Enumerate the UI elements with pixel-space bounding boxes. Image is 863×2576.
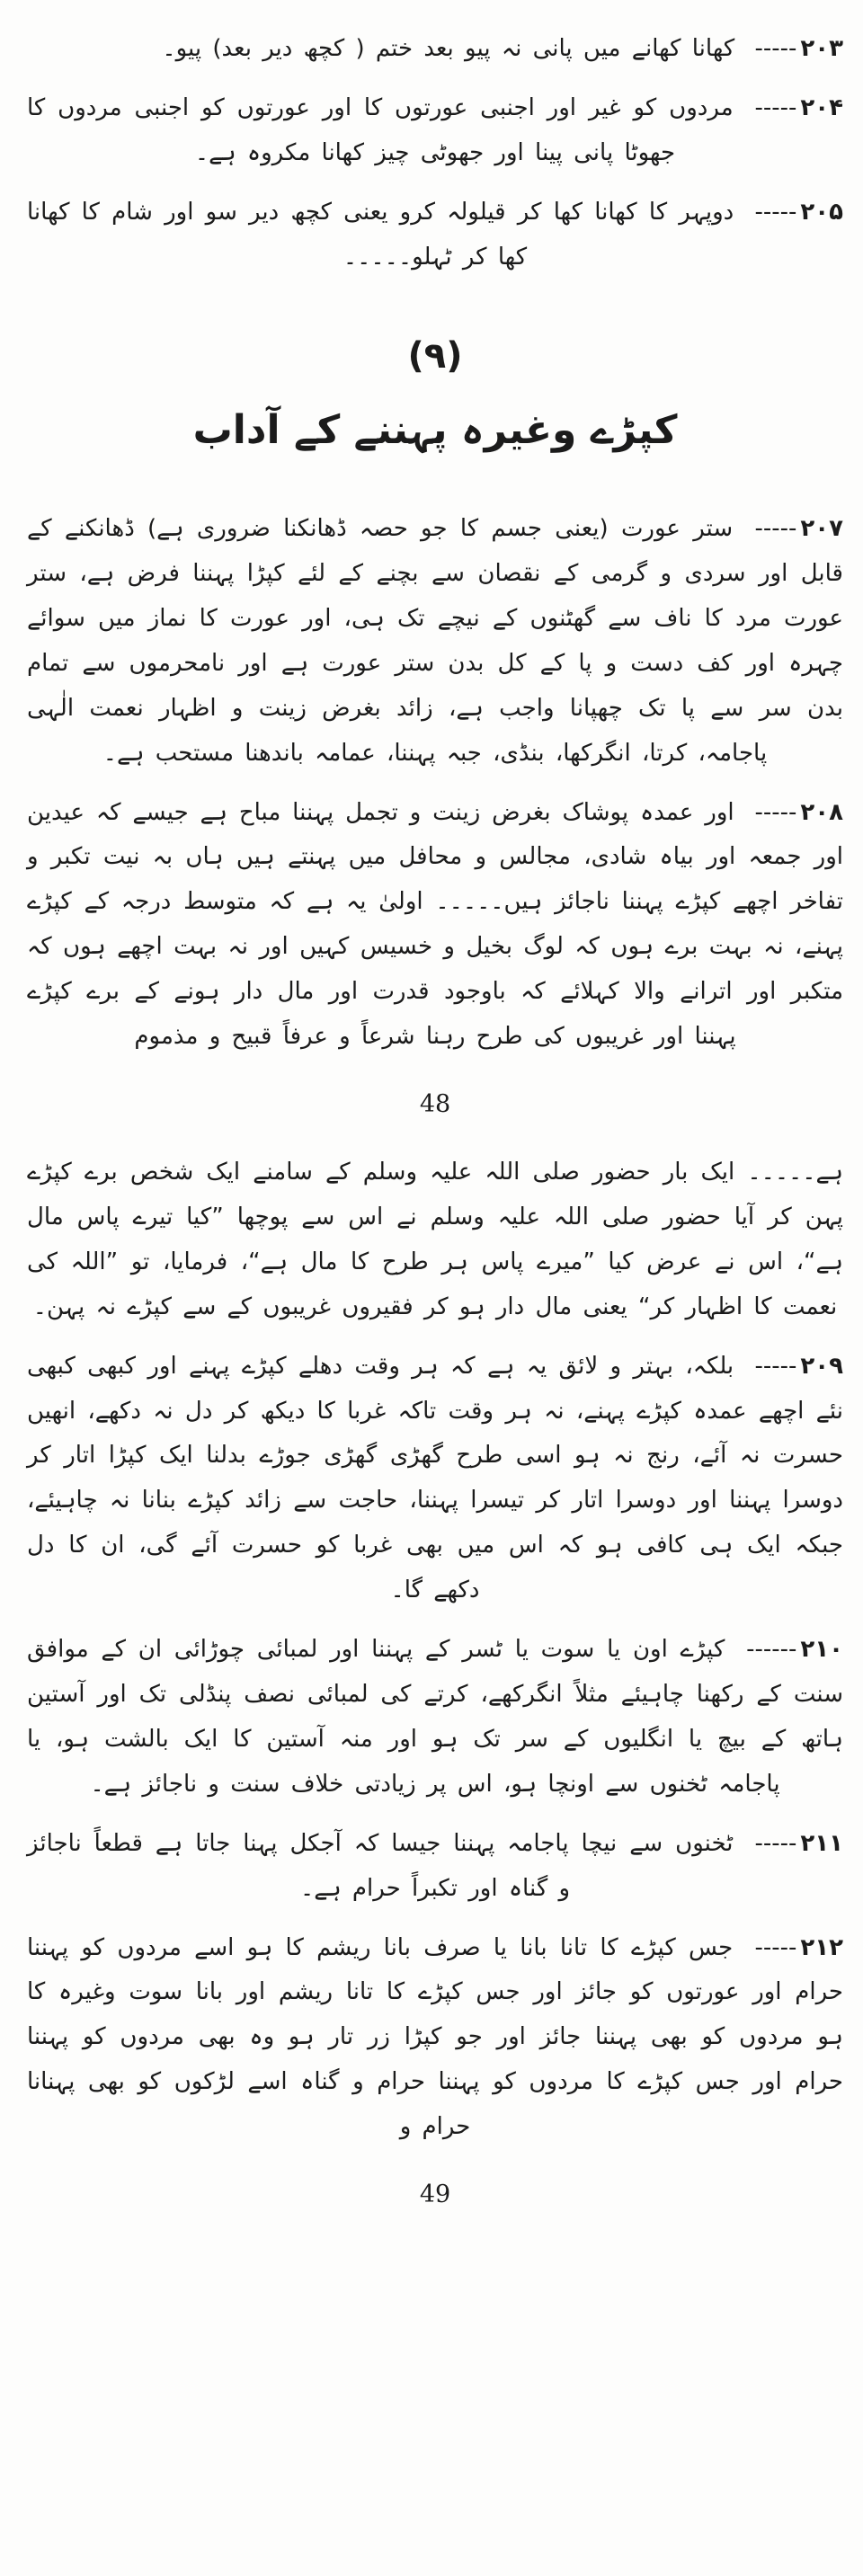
section-header xyxy=(27,334,843,458)
entry-210-dashes: ------ xyxy=(746,1636,797,1664)
entry-207-dashes: ----- xyxy=(754,515,797,543)
entry-204-text: مردوں کو غیر اور اجنبی عورتوں کا اور عورتوں کو اجنبی مردوں کا جھوٹا پانی پینا اور جھوٹی چیز کھانا مکروہ ہے۔ xyxy=(27,93,734,166)
entry-212-text: جس کپڑے کا تانا بانا یا صرف بانا ریشم کا ہو اسے مردوں کو پہننا حرام اور عورتوں کو جائز اور جس کپڑے کا تانا ریشم اور بانا سوت وغیرہ کا ہو مردوں کو بھی پہننا جائز اور جو کپڑا زر تار ہو وہ بھی مردوں کو پہننا حرام اور جس کپڑے کا مردوں کو پہننا حرام و گناہ اسے لڑکوں کو بھی پہنانا حرام و xyxy=(27,1933,843,2141)
entry-209 xyxy=(27,1345,843,1613)
entry-211-text: ٹخنوں سے نیچا پاجامہ پہننا جیسا کہ آجکل پہنا جاتا ہے قطعاً ناجائز و گناہ اور تکبراً حرام ہے۔ xyxy=(27,1829,734,1902)
entry-203-number: ۲۰۳ xyxy=(800,35,843,62)
entry-203-text: کھانا کھانے میں پانی نہ پیو بعد ختم ( کچھ دیر بعد) پیو۔ xyxy=(162,35,735,62)
entry-212 xyxy=(27,1926,843,2151)
entry-209-dashes: ----- xyxy=(754,1352,797,1380)
entry-207-text: ستر عورت (یعنی جسم کا جو حصہ ڈھانکنا ضروری ہے) ڈھانکنے کے قابل اور سردی و گرمی کے نقصان سے بچنے کے لئے کپڑا پہننا فرض ہے، ستر عورت مرد کا ناف سے گھٹنوں کے نیچے تک ہی، اور عورت کا نماز میں سوائے چہرہ اور کف دست و پا کے کل بدن ستر عورت ہے اور نامحرموں سے تمام بدن سر سے پا تک چھپانا واجب ہے، زائد بغرض زینت و اظہار نعمت الٰہی پاجامہ، کرتا، انگرکھا، بنڈی، جبہ پہننا، عمامہ باندھنا مستحب ہے۔ xyxy=(27,515,843,767)
entry-205-number: ۲۰۵ xyxy=(800,198,843,226)
entry-207 xyxy=(27,507,843,776)
entry-207-number: ۲۰۷ xyxy=(800,515,843,543)
entry-210-text: کپڑے اون یا سوت یا ٹسر کے پہننا اور لمبائی چوڑائی ان کے موافق سنت کے رکھنا چاہیئے مثلاً انگرکھے، کرتے کی لمبائی نصف پنڈلی تک اور آستین ہاتھ کے بیچ یا انگلیوں کے سر تک ہو اور منہ آستین کا ایک بالشت ہو، یا پاجامہ ٹخنوں سے اونچا ہو، اس پر زیادتی خلاف سنت و ناجائز ہے۔ xyxy=(27,1636,843,1798)
entry-211-dashes: ----- xyxy=(754,1829,797,1857)
entry-204-number: ۲۰۴ xyxy=(800,93,843,121)
entry-209-text: بلکہ، بہتر و لائق یہ ہے کہ ہر وقت دھلے کپڑے پہنے اور کبھی کبھی نئے اچھے عمدہ کپڑے پہنے، نہ ہر وقت تاکہ غربا کا دیکھ کر دل نہ دکھے، انھیں حسرت نہ آئے، رنج نہ ہو اسی طرح گھڑی گھڑی جوڑے بدلنا ایک کپڑا اتار کر دوسرا پہننا اور دوسرا اتار کر تیسرا پہننا، حاجت سے زائد کپڑے بنانا نہ چاہیئے، جبکہ ایک ہی کافی ہو کہ اس میں بھی غربا کو حسرت آئے گی، ان کا دل دکھے گا۔ xyxy=(27,1352,843,1604)
entry-205-dashes: ----- xyxy=(754,198,797,226)
entry-208 xyxy=(27,791,843,1060)
entry-212-number: ۲۱۲ xyxy=(800,1933,844,1961)
entry-209-number: ۲۰۹ xyxy=(800,1352,843,1380)
entry-211 xyxy=(27,1822,843,1912)
page-number-49: 49 xyxy=(419,2181,451,2209)
entry-203 xyxy=(27,27,843,72)
entry-205 xyxy=(27,191,843,280)
entry-205-text: دوپہر کا کھانا کھا کر قیلولہ کرو یعنی کچھ دیر سو اور شام کا کھانا کھا کر ٹہلو۔۔۔۔۔ xyxy=(27,198,734,271)
section-number: (۹) xyxy=(407,334,463,377)
entry-204-dashes: ----- xyxy=(754,93,797,121)
entry-203-dashes: ----- xyxy=(754,35,797,62)
entry-211-number: ۲۱۱ xyxy=(800,1829,844,1857)
entry-210-number: ۲۱۰ xyxy=(800,1636,843,1664)
entry-212-dashes: ----- xyxy=(754,1933,797,1961)
entry-208-number: ۲۰۸ xyxy=(800,798,844,826)
entry-204 xyxy=(27,86,843,176)
entry-208-text: اور عمدہ پوشاک بغرض زینت و تجمل پہننا مباح ہے جیسے کہ عیدین اور جمعہ اور بیاہ شادی، مجالس و محافل میں پہنتے ہیں ہاں بہ نیت تکبر و تفاخر اچھے کپڑے پہننا ناجائز ہیں۔۔۔۔۔ اولیٰ یہ ہے کہ متوسط درجہ کے کپڑے پہنے، نہ بہت برے ہوں کہ لوگ بخیل و خسیس کہیں اور نہ بہت اچھے ہوں کہ متکبر اور اترانے والا کہلائے کہ باوجود قدرت اور مال دار ہونے کے برے کپڑے پہننا اور غریبوں کی طرح رہنا شرعاً و عرفاً قبیح و مذموم xyxy=(27,798,843,1051)
entry-210 xyxy=(27,1628,843,1808)
chapter-title: کپڑے وغیرہ پہننے کے آداب xyxy=(192,406,678,453)
entry-208-dashes: ----- xyxy=(754,798,797,826)
page-number-48: 48 xyxy=(419,1090,451,1118)
entry-208-continuation: ہے۔۔۔۔۔ ایک بار حضور صلی اللہ علیہ وسلم کے سامنے ایک شخص برے کپڑے پہن کر آیا حضور صلی اللہ علیہ وسلم نے اس سے پوچھا ”کیا تیرے پاس مال ہے“، اس نے عرض کیا ”میرے پاس ہر طرح کا مال ہے“، فرمایا، تو ”اللہ کی نعمت کا اظہار کر“ یعنی مال دار ہو کر فقیروں غریبوں کے سے کپڑے نہ پہن۔ xyxy=(27,1159,843,1320)
